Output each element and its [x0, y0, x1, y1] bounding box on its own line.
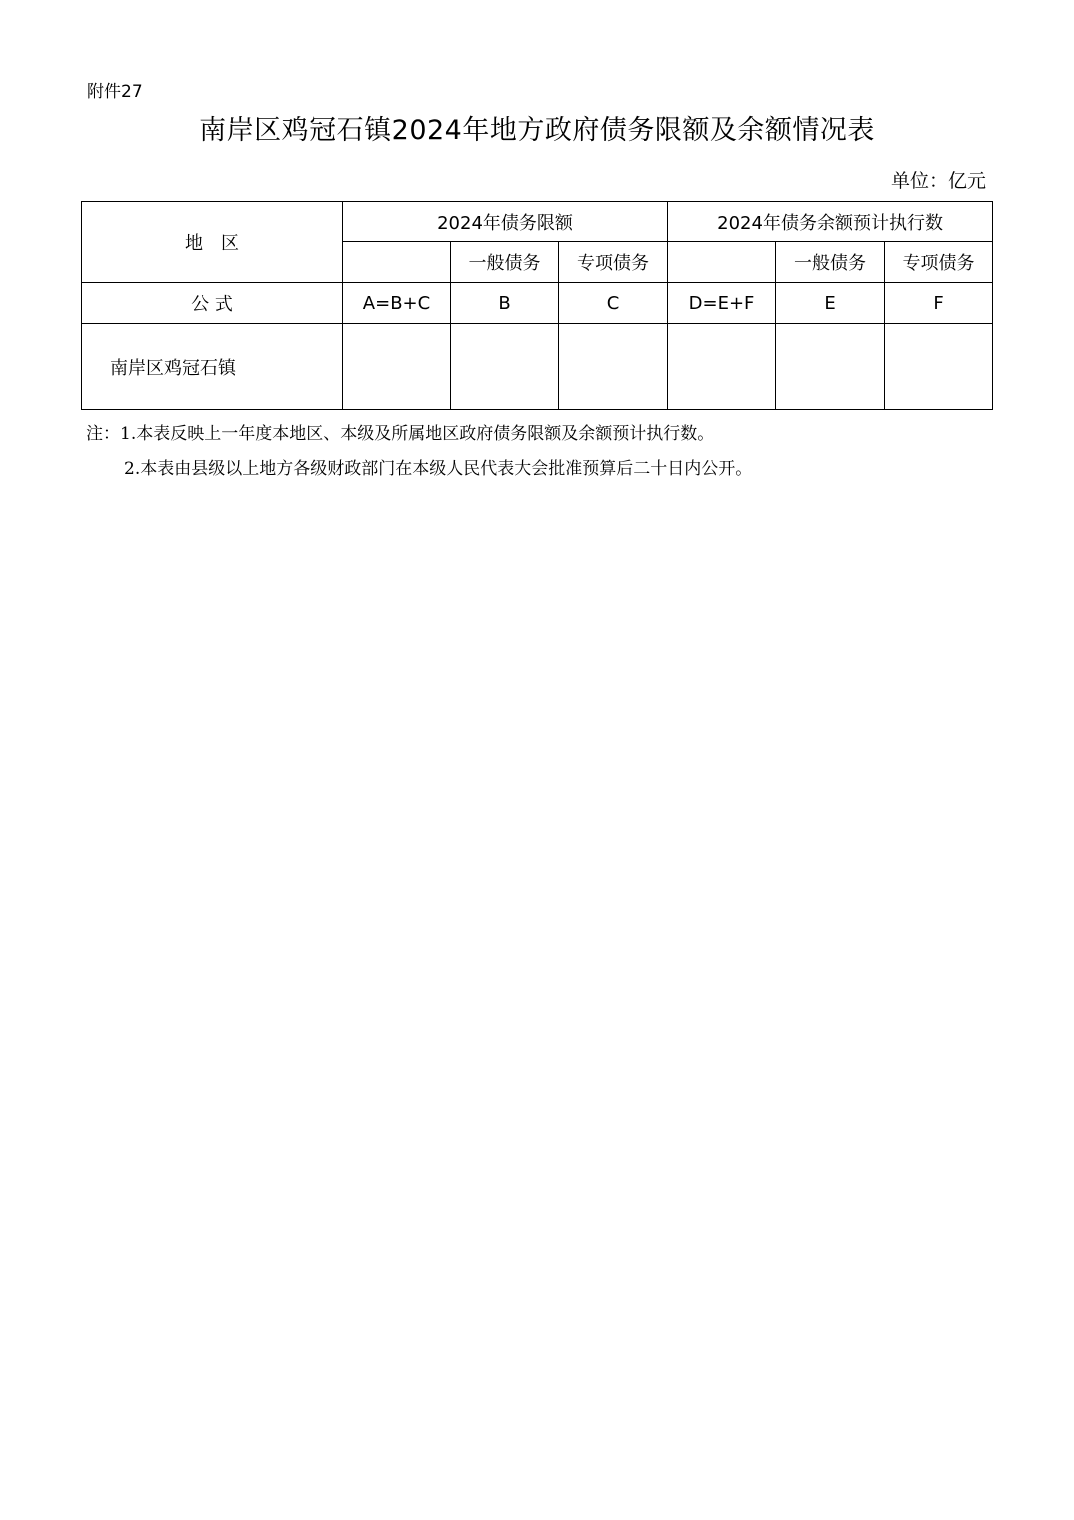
region-header: 地 区 — [82, 202, 343, 283]
value-cell — [776, 324, 885, 410]
formula-cell: B — [451, 283, 559, 324]
note-2: 2.本表由县级以上地方各级财政部门在本级人民代表大会批准预算后二十日内公开。 — [124, 459, 753, 479]
balance-group-header: 2024年债务余额预计执行数 — [668, 202, 993, 242]
limit-general-header: 一般债务 — [451, 242, 559, 283]
note-1: 注：1.本表反映上一年度本地区、本级及所属地区政府债务限额及余额预计执行数。 — [86, 424, 715, 444]
value-cell — [668, 324, 776, 410]
notes — [86, 417, 752, 487]
value-cell — [451, 324, 559, 410]
attachment-label: 附件27 — [87, 82, 143, 102]
unit-label: 单位：亿元 — [891, 170, 987, 192]
balance-special-header: 专项债务 — [885, 242, 993, 283]
formula-label: 公 式 — [82, 283, 343, 324]
formula-cell: C — [559, 283, 668, 324]
limit-group-header: 2024年债务限额 — [343, 202, 668, 242]
formula-cell: F — [885, 283, 993, 324]
value-cell — [559, 324, 668, 410]
limit-total-header — [343, 242, 451, 283]
value-cell — [885, 324, 993, 410]
table-row — [82, 324, 993, 410]
formula-cell: A=B+C — [343, 283, 451, 324]
formula-cell: D=E+F — [668, 283, 776, 324]
region-name: 南岸区鸡冠石镇 — [82, 324, 343, 410]
limit-special-header: 专项债务 — [559, 242, 668, 283]
balance-general-header: 一般债务 — [776, 242, 885, 283]
page-title: 南岸区鸡冠石镇2024年地方政府债务限额及余额情况表 — [199, 115, 875, 146]
value-cell — [343, 324, 451, 410]
debt-table — [81, 201, 993, 410]
balance-total-header — [668, 242, 776, 283]
formula-cell: E — [776, 283, 885, 324]
